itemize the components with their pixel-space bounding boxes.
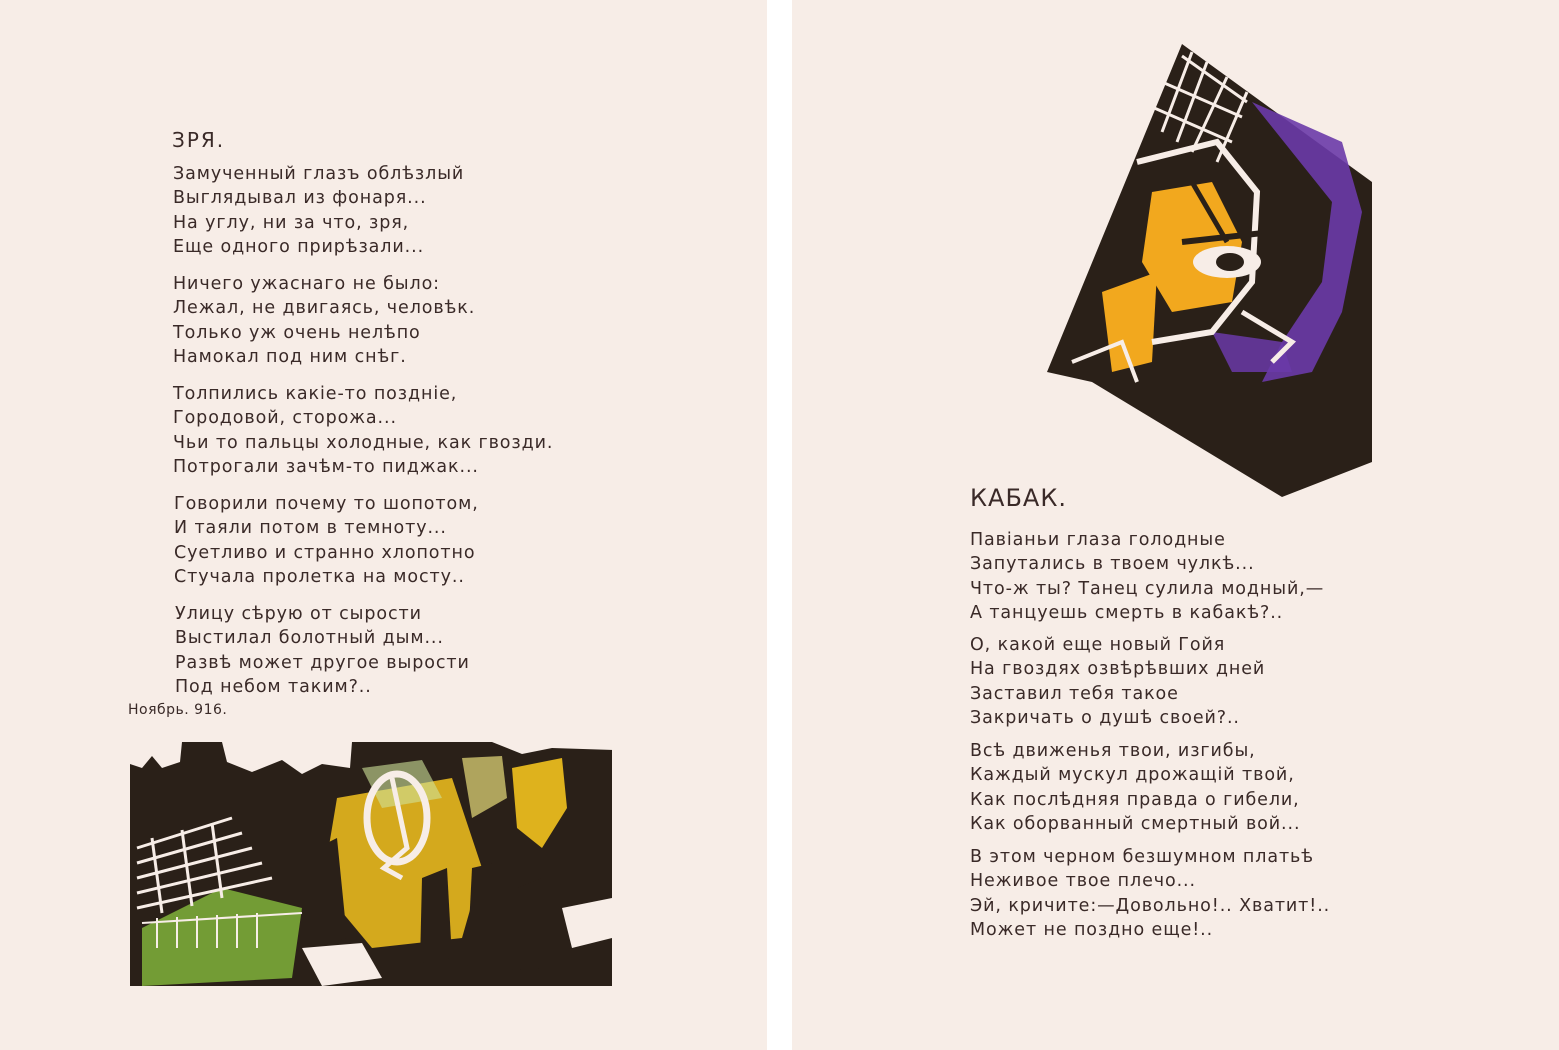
right-page — [792, 0, 1559, 1050]
poem-line: Еще одного прирѣзали... — [173, 236, 425, 257]
poem-line: А танцуешь смерть в кабакѣ?.. — [970, 602, 1284, 623]
poem-line: Говорили почему то шопотом, — [174, 494, 479, 514]
poem-line: Выстилал болотный дым... — [175, 628, 444, 649]
poem-line: На гвоздях озвѣрѣвших дней — [970, 659, 1266, 680]
poem-line: Запутались в твоем чулкѣ... — [970, 554, 1255, 575]
book-gutter — [767, 0, 792, 1050]
poem-line: Каждый мускул дрожащій твой, — [970, 765, 1295, 786]
poem-title-zrya: ЗРЯ. — [172, 128, 226, 152]
stanza — [173, 272, 475, 369]
poem-line: Чьи то пальцы холодные, как гвозди. — [173, 432, 554, 453]
poem-line: На углу, ни за что, зря, — [173, 212, 410, 233]
woodcut-face-portrait-icon — [1042, 42, 1382, 502]
stanza — [970, 633, 1265, 730]
stanza — [174, 492, 479, 589]
stanza — [173, 382, 553, 479]
poem-line: Толпились какіе-то поздніе, — [173, 384, 458, 404]
poem-line: Закричать о душѣ своей?.. — [970, 707, 1240, 728]
left-page — [0, 0, 767, 1050]
poem-line: Лежал, не двигаясь, человѣк. — [173, 298, 476, 319]
poem-line: Как оборванный смертный вой... — [970, 813, 1301, 834]
stanza — [970, 528, 1324, 625]
poem-line: В этом черном безшумном платьѣ — [970, 847, 1314, 867]
poem-line: Только уж очень нелѣпо — [173, 322, 421, 343]
stanza — [970, 845, 1330, 942]
poem-line: О, какой еще новый Гойя — [970, 635, 1226, 655]
poem-line: Улицу сѣрую от сырости — [175, 604, 422, 624]
poem-line: Неживое твое плечо... — [970, 871, 1196, 892]
poem-line: Всѣ движенья твои, изгибы, — [970, 741, 1256, 761]
poem-line: Суетливо и странно хлопотно — [174, 542, 476, 563]
poem-line: Ничего ужаснаго не было: — [173, 274, 440, 294]
poem-line: Выглядывал из фонаря... — [173, 188, 427, 209]
poem-title-kabak: КАБАК. — [970, 484, 1068, 512]
stanza — [175, 602, 470, 699]
poem-line: Заставил тебя такое — [970, 683, 1179, 704]
poem-line: Под небом таким?.. — [175, 676, 372, 697]
poem-line: Потрогали зачѣм-то пиджак... — [173, 456, 479, 477]
woodcut-street-scene-icon — [122, 738, 614, 988]
poem-date: Ноябрь. 916. — [128, 702, 228, 718]
poem-line: Стучала пролетка на мосту.. — [174, 566, 465, 587]
poem-line: Что-ж ты? Танец сулила модный,— — [970, 578, 1325, 599]
poem-line: Городовой, сторожа... — [173, 408, 397, 429]
poem-line: Замученный глазъ облѣзлый — [173, 164, 465, 184]
poem-line: Павіаньи глаза голодные — [970, 530, 1226, 550]
poem-line: Как послѣдняя правда о гибели, — [970, 789, 1300, 810]
stanza — [970, 739, 1300, 836]
poem-line: Развѣ может другое вырости — [175, 652, 470, 673]
poem-line: И таяли потом в темноту... — [174, 518, 447, 539]
poem-line: Может не поздно еще!.. — [970, 919, 1214, 940]
poem-line: Эй, кричите:—Довольно!.. Хватит!.. — [970, 895, 1331, 916]
poem-line: Намокал под ним снѣг. — [173, 346, 407, 367]
stanza — [173, 162, 464, 259]
